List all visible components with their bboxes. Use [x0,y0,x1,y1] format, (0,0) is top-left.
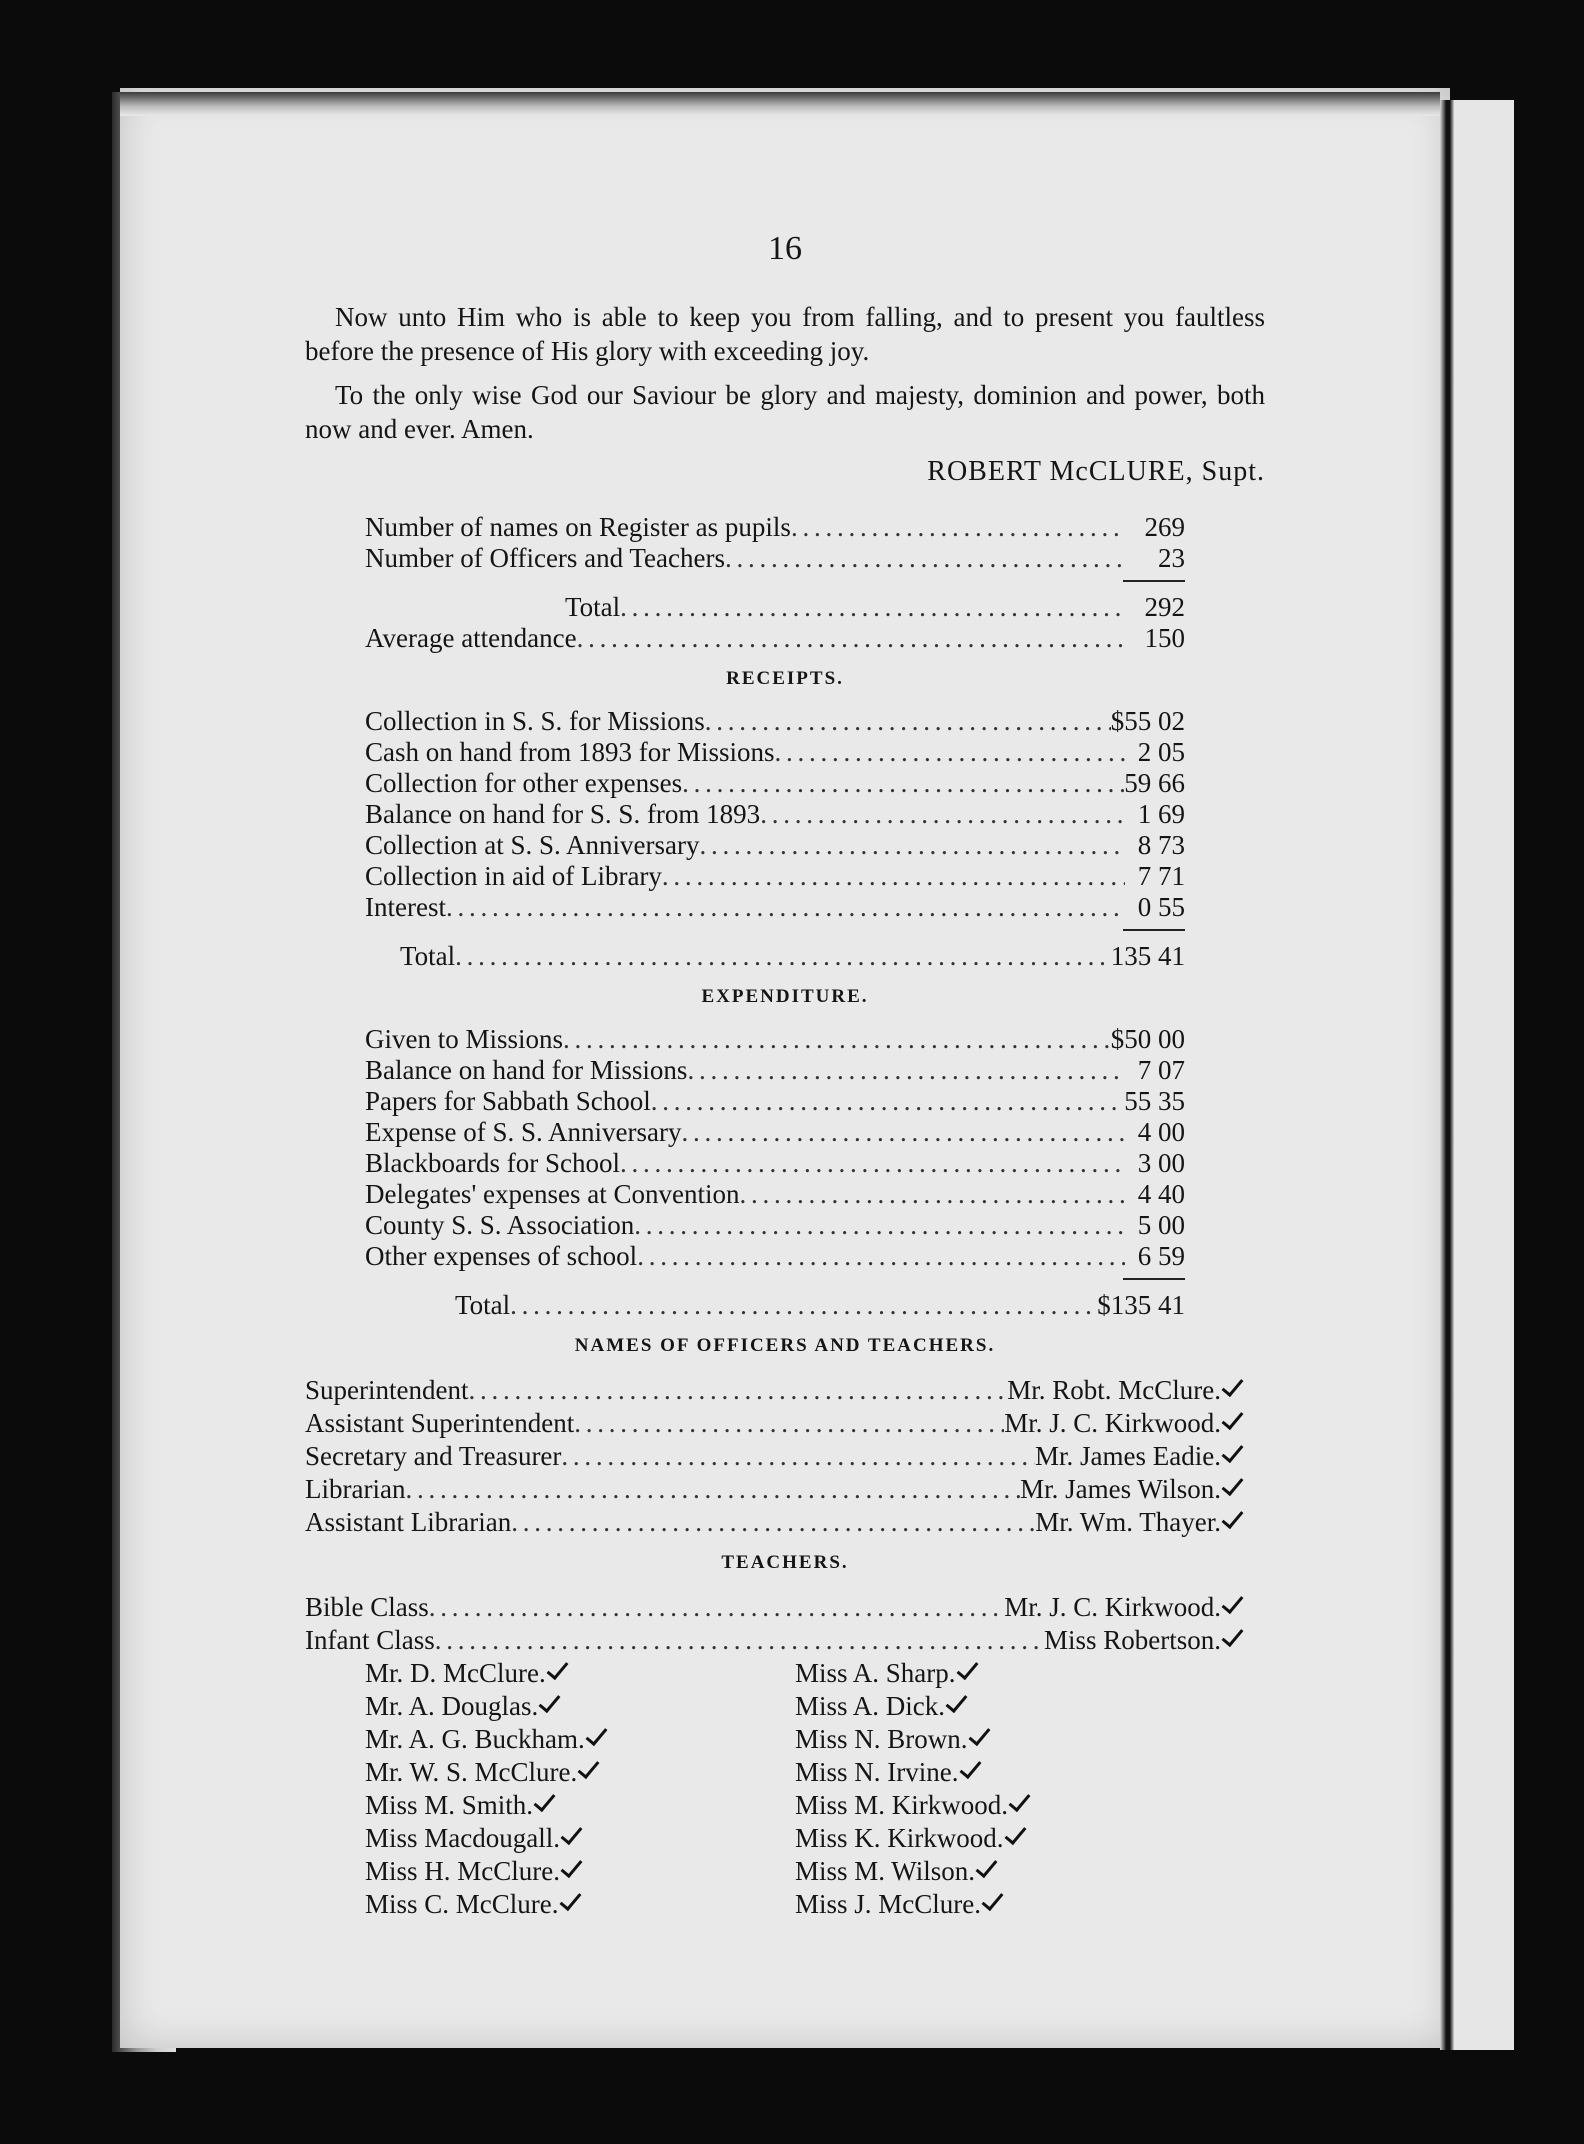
expenditure-row [365,1024,1185,1055]
row-value: 150 [1144,623,1185,653]
row-value: Mr. J. C. Kirkwood. [1004,1592,1221,1622]
register-total-row [565,592,1185,623]
row-value: Mr. Wm. Thayer. [1035,1507,1221,1537]
expenditure-row [365,1148,1185,1179]
benediction-paragraph-1: Now unto Him who is able to keep you from falling, and to present you faultless before the presence of His glory with exceeding joy. [305,302,1265,366]
teacher-item [365,1821,795,1854]
classes-block [305,1590,1245,1656]
receipts-heading: RECEIPTS. [726,668,844,689]
leader-dots [740,1179,1125,1210]
teacher-item [365,1656,795,1689]
row-label: Total [565,592,621,622]
teacher-item [795,1755,1225,1788]
checkmark-icon [564,1854,584,1880]
register-row [365,512,1185,543]
checkmark-icon [949,1689,969,1715]
row-label: Given to Missions [365,1024,564,1054]
row-label: Bible Class [305,1592,429,1622]
checkmark-icon [979,1854,999,1880]
row-value: Mr. J. C. Kirkwood. [1004,1408,1221,1438]
teacher-item [795,1854,1225,1887]
teacher-name: Mr. A. G. Buckham. [365,1724,585,1754]
row-value: 7 07 [1137,1055,1185,1085]
expenditure-block [365,1024,1185,1272]
leader-dots [577,623,1125,654]
row-label: Expense of S. S. Anniversary [365,1117,682,1147]
signature: ROBERT McCLURE, Supt. [927,456,1265,487]
teacher-name: Miss J. McClure. [795,1889,982,1919]
row-value: 135 41 [1110,941,1185,971]
checkmark-icon [1008,1821,1028,1847]
expenditure-row [365,1241,1185,1272]
expenditure-row [365,1086,1185,1117]
receipt-row [365,706,1185,737]
officer-row [305,1472,1245,1505]
row-value: 8 73 [1137,830,1185,860]
row-label: Delegates' expenses at Convention [365,1179,740,1209]
facing-page-edge [1454,100,1514,2050]
sum-rule [1123,929,1185,931]
teacher-item [795,1821,1225,1854]
row-label: Average attendance [365,623,577,653]
leader-dots [561,1441,1035,1472]
checkmark-icon [960,1656,980,1682]
checkmark-icon [1225,1472,1245,1498]
teacher-item [365,1689,795,1722]
checkmark-icon [564,1821,584,1847]
teachers-list [365,1656,1225,1920]
expenditure-row [365,1179,1185,1210]
expenditure-row [365,1210,1185,1241]
receipt-row [365,861,1185,892]
row-value: 59 66 [1124,768,1185,798]
leader-dots [468,1375,1007,1406]
teacher-name: Mr. A. Douglas. [365,1691,539,1721]
checkmark-icon [1225,1590,1245,1616]
leader-dots [637,1241,1125,1272]
leader-dots [791,512,1125,543]
teacher-name: Miss K. Kirkwood. [795,1823,1004,1853]
teacher-item [795,1656,1225,1689]
receipts-block [365,706,1185,923]
row-label: Papers for Sabbath School [365,1086,651,1116]
leader-dots [510,1290,1097,1321]
officers-heading: NAMES OF OFFICERS AND TEACHERS. [574,1335,996,1356]
row-value: 7 71 [1137,861,1185,891]
receipts-total-row [400,941,1185,972]
teacher-name: Miss Macdougall. [365,1823,560,1853]
register-row [365,543,1185,574]
checkmark-icon [589,1722,609,1748]
leader-dots [405,1474,1020,1505]
row-label: Collection in aid of Library [365,861,662,891]
teacher-item [795,1887,1225,1920]
row-value: $55 02 [1110,706,1185,736]
teacher-name: Miss M. Kirkwood. [795,1790,1009,1820]
receipt-row [365,830,1185,861]
leader-dots [634,1210,1125,1241]
officer-row [305,1505,1245,1538]
row-label: Total [400,941,456,971]
book-gutter [1440,100,1454,2050]
expenditure-row [365,1117,1185,1148]
leader-dots [620,1148,1125,1179]
teacher-name: Mr. W. S. McClure. [365,1757,578,1787]
receipt-row [365,799,1185,830]
row-value: 23 [1158,543,1185,573]
row-label: Blackboards for School [365,1148,620,1178]
register-block [365,512,1185,574]
receipt-row [365,892,1185,923]
row-label: Infant Class [305,1625,435,1655]
checkmark-icon [581,1755,601,1781]
row-value: Mr. Robt. McClure. [1007,1375,1221,1405]
leader-dots [455,941,1111,972]
sum-rule [1123,1278,1185,1280]
row-label: County S. S. Association [365,1210,635,1240]
teacher-item [365,1887,795,1920]
row-value: 269 [1144,512,1185,542]
officer-row [305,1439,1245,1472]
row-label: Assistant Librarian [305,1507,512,1537]
row-value: 6 59 [1137,1241,1185,1271]
checkmark-icon [1225,1373,1245,1399]
row-value: 0 55 [1137,892,1185,922]
document-content [305,230,1265,1920]
teacher-name: Miss N. Irvine. [795,1757,959,1787]
row-label: Number of Officers and Teachers [365,543,725,573]
teacher-name: Miss H. McClure. [365,1856,560,1886]
row-label: Assistant Superintendent [305,1408,575,1438]
row-value: 3 00 [1137,1148,1185,1178]
teacher-name: Miss M. Smith. [365,1790,534,1820]
leader-dots [687,1055,1125,1086]
leader-dots [563,1024,1111,1055]
checkmark-icon [1225,1439,1245,1465]
attendance-row [365,623,1185,654]
row-value: 292 [1144,592,1185,622]
checkmark-icon [985,1887,1005,1913]
leader-dots [725,543,1125,574]
teacher-name: Miss A. Dick. [795,1691,946,1721]
leader-dots [574,1408,1004,1439]
row-label: Number of names on Register as pupils [365,512,791,542]
officer-row [305,1406,1245,1439]
checkmark-icon [1225,1406,1245,1432]
teachers-heading: TEACHERS. [721,1552,849,1573]
leader-dots [429,1592,1004,1623]
leader-dots [446,892,1125,923]
teacher-item [795,1788,1225,1821]
leader-dots [682,768,1124,799]
checkmark-icon [1225,1505,1245,1531]
leader-dots [774,737,1125,768]
row-label: Interest [365,892,446,922]
expenditure-total-row [455,1290,1185,1321]
leader-dots [662,861,1125,892]
row-label: Cash on hand from 1893 for Missions [365,737,775,767]
row-value: Mr. James Wilson. [1020,1474,1221,1504]
checkmark-icon [963,1755,983,1781]
row-label: Collection in S. S. for Missions [365,706,705,736]
teacher-item [365,1722,795,1755]
teacher-name: Miss N. Brown. [795,1724,968,1754]
receipt-row [365,768,1185,799]
officers-block [305,1373,1245,1538]
checkmark-icon [542,1689,562,1715]
row-label: Librarian [305,1474,406,1504]
teacher-item [795,1722,1225,1755]
teacher-name: Mr. D. McClure. [365,1658,546,1688]
checkmark-icon [537,1788,557,1814]
row-label: Balance on hand for Missions [365,1055,688,1085]
leader-dots [705,706,1111,737]
class-row [305,1623,1245,1656]
page-edge-top [120,92,1440,116]
row-value: Miss Robertson. [1043,1625,1221,1655]
checkmark-icon [563,1887,583,1913]
leader-dots [435,1625,1044,1656]
teacher-item [365,1854,795,1887]
teacher-item [365,1788,795,1821]
expenditure-heading: EXPENDITURE. [701,986,869,1007]
class-row [305,1590,1245,1623]
row-label: Secretary and Treasurer [305,1441,562,1471]
row-value: $50 00 [1110,1024,1185,1054]
teacher-name: Miss M. Wilson. [795,1856,975,1886]
row-value: Mr. James Eadie. [1035,1441,1221,1471]
checkmark-icon [1012,1788,1032,1814]
leader-dots [620,592,1125,623]
expenditure-row [365,1055,1185,1086]
teacher-item [795,1689,1225,1722]
leader-dots [760,799,1125,830]
leader-dots [681,1117,1125,1148]
row-value: 2 05 [1137,737,1185,767]
row-value: 4 40 [1137,1179,1185,1209]
row-label: Collection at S. S. Anniversary [365,830,700,860]
checkmark-icon [1225,1623,1245,1649]
leader-dots [651,1086,1125,1117]
receipt-row [365,737,1185,768]
row-value: 55 35 [1124,1086,1185,1116]
row-label: Other expenses of school [365,1241,638,1271]
leader-dots [699,830,1125,861]
row-value: $135 41 [1097,1290,1185,1320]
row-value: 4 00 [1137,1117,1185,1147]
row-label: Collection for other expenses [365,768,683,798]
page-number: 16 [768,230,802,267]
row-label: Total [455,1290,511,1320]
checkmark-icon [550,1656,570,1682]
benediction-paragraph-2: To the only wise God our Saviour be glory and majesty, dominion and power, both now and ever. Amen. [305,380,1265,444]
row-label: Superintendent [305,1375,469,1405]
officer-row [305,1373,1245,1406]
row-value: 5 00 [1137,1210,1185,1240]
row-value: 1 69 [1137,799,1185,829]
sum-rule [1123,580,1185,582]
teacher-name: Miss C. McClure. [365,1889,559,1919]
teacher-item [365,1755,795,1788]
leader-dots [511,1507,1035,1538]
row-label: Balance on hand for S. S. from 1893 [365,799,761,829]
teacher-name: Miss A. Sharp. [795,1658,956,1688]
checkmark-icon [972,1722,992,1748]
